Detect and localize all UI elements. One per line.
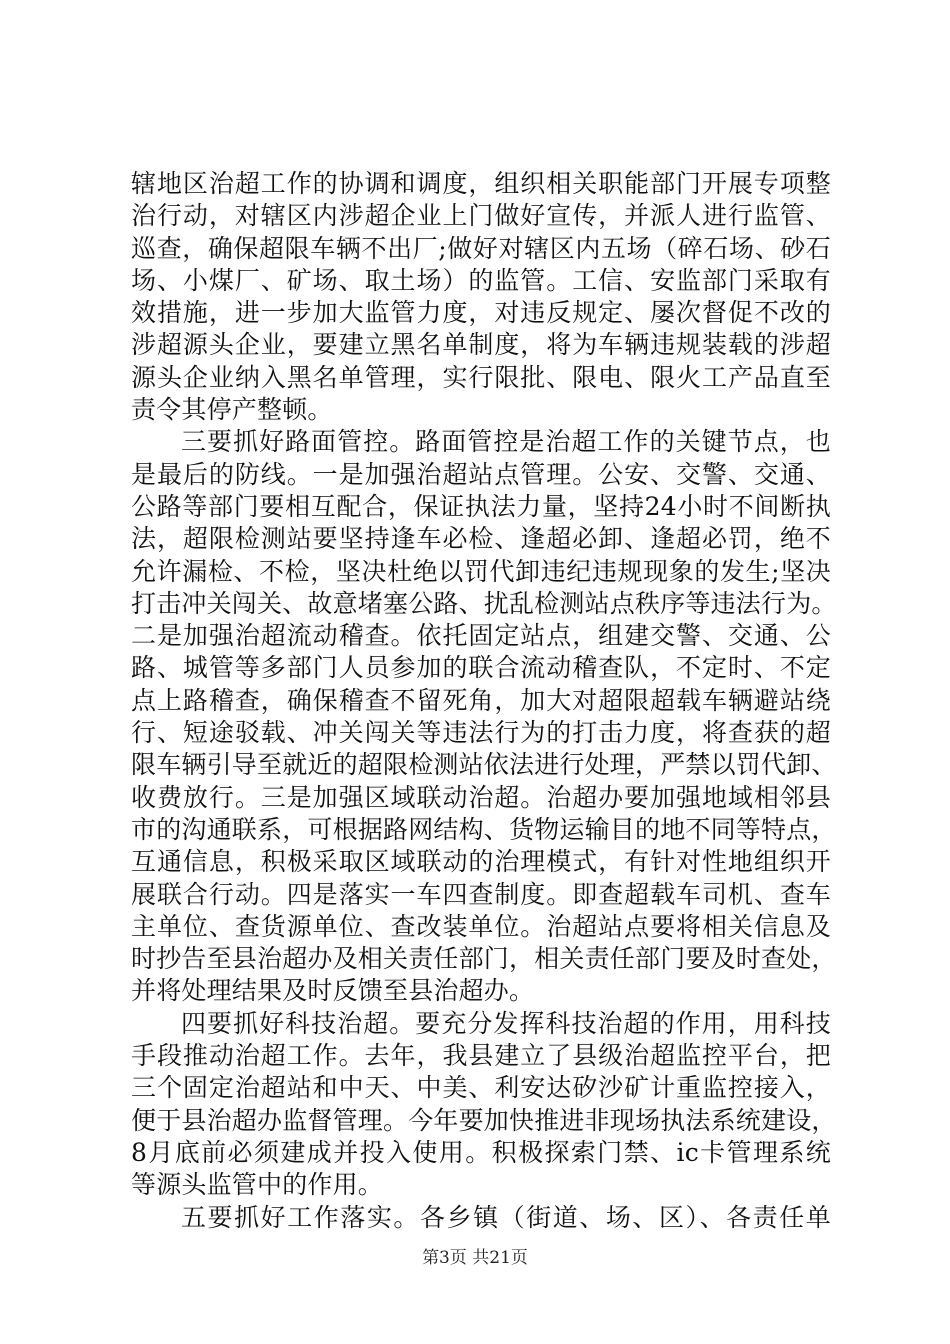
text-line: 等源头监管中的作用。 [131, 1170, 384, 1200]
page-footer: 第3页 共21页 [422, 1248, 528, 1268]
text-line: 并将处理结果及时反馈至县治超办。 [131, 976, 535, 1006]
text-line: 治行动，对辖区内涉超企业上门做好宣传，并派人进行监管、 [131, 201, 831, 231]
document-body [131, 168, 837, 1234]
text-line: 手段推动治超工作。去年，我县建立了县级治超监控平台，把 [131, 1041, 831, 1071]
text-line: 五要抓好工作落实。各乡镇（街道、场、区）、各责任单 [181, 1202, 831, 1232]
text-line: 辖地区治超工作的协调和调度，组织相关职能部门开展专项整 [131, 169, 831, 198]
text-line: 时抄告至县治超办及相关责任部门，相关责任部门要及时查处， [131, 944, 837, 974]
text-line: 二是加强治超流动稽查。依托固定站点，组建交警、交通、公 [131, 621, 831, 651]
text-line: 打击冲关闯关、故意堵塞公路、扰乱检测站点秩序等违法行为。 [131, 588, 837, 618]
text-line: 便于县治超办监督管理。今年要加快推进非现场执法系统建设， [131, 1105, 837, 1135]
text-line: 责令其停产整顿。 [131, 395, 333, 425]
text-line: 展联合行动。四是落实一车四查制度。即查超载车司机、查车 [131, 879, 831, 909]
text-line: 点上路稽查，确保稽查不留死角，加大对超限超载车辆避站绕 [131, 685, 831, 715]
text-line: 路、城管等多部门人员参加的联合流动稽查队，不定时、不定 [131, 653, 831, 683]
text-line: 市的沟通联系，可根据路网结构、货物运输目的地不同等特点， [131, 814, 837, 844]
text-line: 行、短途驳载、冲关闯关等违法行为的打击力度，将查获的超 [131, 718, 831, 748]
text-line: 效措施，进一步加大监管力度，对违反规定、屡次督促不改的 [131, 298, 831, 328]
text-line: 源头企业纳入黑名单管理，实行限批、限电、限火工产品直至 [131, 362, 831, 392]
text-line: 公路等部门要相互配合，保证执法力量，坚持24小时不间断执 [131, 491, 831, 521]
text-line: 主单位、查货源单位、查改装单位。治超站点要将相关信息及 [131, 911, 831, 941]
text-line: 巡查，确保超限车辆不出厂;做好对辖区内五场（碎石场、砂石 [131, 233, 831, 263]
text-line: 三个固定治超站和中天、中美、利安达矽沙矿计重监控接入， [131, 1073, 831, 1103]
text-line: 收费放行。三是加强区域联动治超。治超办要加强地域相邻县 [131, 782, 831, 812]
text-line: 是最后的防线。一是加强治超站点管理。公安、交警、交通、 [131, 459, 831, 489]
text-line: 允许漏检、不检，坚决杜绝以罚代卸违纪违规现象的发生;坚决 [131, 556, 831, 586]
text-line: 互通信息，积极采取区域联动的治理模式，有针对性地组织开 [131, 847, 831, 877]
text-line: 限车辆引导至就近的超限检测站依法进行处理，严禁以罚代卸、 [131, 750, 837, 780]
text-line: 涉超源头企业，要建立黑名单制度，将为车辆违规装载的涉超 [131, 330, 831, 360]
text-line: 8月底前必须建成并投入使用。积极探索门禁、ic卡管理系统 [131, 1137, 831, 1167]
text-line: 三要抓好路面管控。路面管控是治超工作的关键节点，也 [181, 427, 831, 457]
text-line: 场、小煤厂、矿场、取土场）的监管。工信、安监部门采取有 [131, 265, 831, 295]
text-line: 四要抓好科技治超。要充分发挥科技治超的作用，用科技 [181, 1008, 831, 1038]
text-line: 法，超限检测站要坚持逢车必检、逢超必卸、逢超必罚，绝不 [131, 524, 831, 554]
